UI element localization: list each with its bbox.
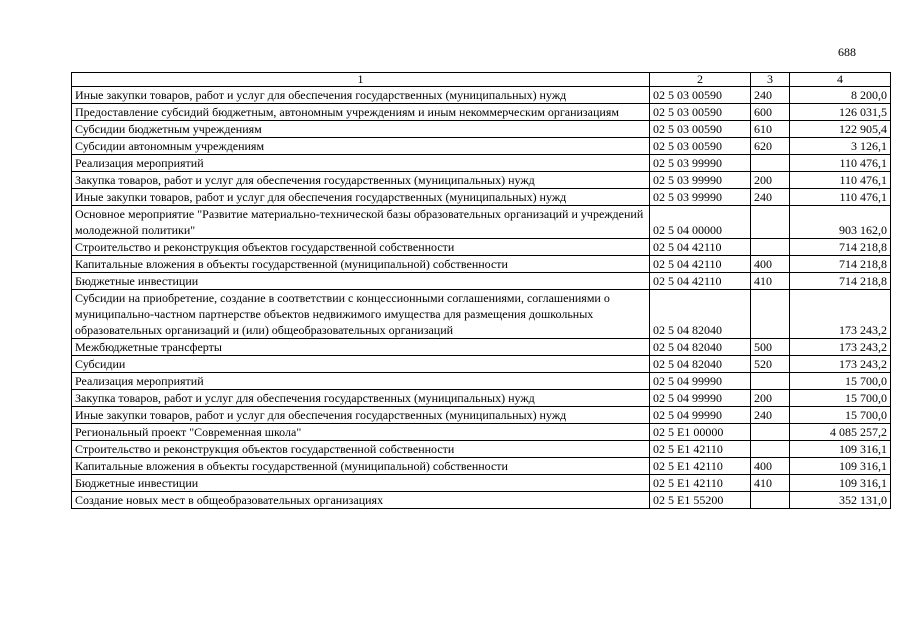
row-code-cell: 02 5 E1 42110 xyxy=(650,475,751,492)
row-type-cell: 410 xyxy=(751,273,790,290)
table-row xyxy=(72,206,891,239)
row-code-cell: 02 5 03 00590 xyxy=(650,104,751,121)
table-row xyxy=(72,356,891,373)
row-amount-cell: 4 085 257,2 xyxy=(790,424,891,441)
row-code-cell: 02 5 03 99990 xyxy=(650,172,751,189)
row-amount-cell: 3 126,1 xyxy=(790,138,891,155)
row-name-cell: Субсидии на приобретение, создание в соответствии с концессионными соглашениями, соглашениями о муниципально-частном партнерстве объектов недвижимого имущества для размещения дошкольных образовательных организаций и (или) общеобразовательных организаций xyxy=(72,290,650,339)
table-row xyxy=(72,407,891,424)
row-name-cell: Субсидии бюджетным учреждениям xyxy=(72,121,650,138)
row-type-cell: 400 xyxy=(751,458,790,475)
row-type-cell: 200 xyxy=(751,390,790,407)
row-code-cell: 02 5 E1 55200 xyxy=(650,492,751,509)
row-type-cell: 410 xyxy=(751,475,790,492)
row-amount-cell: 173 243,2 xyxy=(790,339,891,356)
row-name-cell: Иные закупки товаров, работ и услуг для обеспечения государственных (муниципальных) нужд xyxy=(72,189,650,206)
row-code-cell: 02 5 E1 42110 xyxy=(650,441,751,458)
row-type-cell: 600 xyxy=(751,104,790,121)
row-type-cell xyxy=(751,155,790,172)
row-name-cell: Бюджетные инвестиции xyxy=(72,273,650,290)
column-header-1: 1 xyxy=(72,73,650,87)
row-type-cell: 240 xyxy=(751,189,790,206)
row-code-cell: 02 5 04 82040 xyxy=(650,339,751,356)
row-code-cell: 02 5 03 99990 xyxy=(650,189,751,206)
row-name-cell: Иные закупки товаров, работ и услуг для обеспечения государственных (муниципальных) нужд xyxy=(72,407,650,424)
row-name-cell: Иные закупки товаров, работ и услуг для обеспечения государственных (муниципальных) нужд xyxy=(72,87,650,104)
row-amount-cell: 126 031,5 xyxy=(790,104,891,121)
row-type-cell: 610 xyxy=(751,121,790,138)
row-name-cell: Капитальные вложения в объекты государственной (муниципальной) собственности xyxy=(72,256,650,273)
row-type-cell: 620 xyxy=(751,138,790,155)
row-name-cell: Межбюджетные трансферты xyxy=(72,339,650,356)
row-code-cell: 02 5 03 99990 xyxy=(650,155,751,172)
row-name-cell: Субсидии xyxy=(72,356,650,373)
row-type-cell: 400 xyxy=(751,256,790,273)
budget-table xyxy=(71,72,891,509)
row-amount-cell: 110 476,1 xyxy=(790,189,891,206)
table-row xyxy=(72,290,891,339)
table-row xyxy=(72,87,891,104)
row-name-cell: Основное мероприятие "Развитие материально-технической базы образовательных организаций и учреждений молодежной политики" xyxy=(72,206,650,239)
row-name-cell: Закупка товаров, работ и услуг для обеспечения государственных (муниципальных) нужд xyxy=(72,390,650,407)
column-header-4: 4 xyxy=(790,73,891,87)
table-row xyxy=(72,104,891,121)
row-amount-cell: 352 131,0 xyxy=(790,492,891,509)
row-amount-cell: 714 218,8 xyxy=(790,273,891,290)
table-row xyxy=(72,121,891,138)
page-number: 688 xyxy=(838,45,856,59)
row-type-cell xyxy=(751,492,790,509)
row-type-cell xyxy=(751,239,790,256)
row-name-cell: Региональный проект "Современная школа" xyxy=(72,424,650,441)
table-row xyxy=(72,424,891,441)
row-type-cell xyxy=(751,206,790,239)
table-row xyxy=(72,273,891,290)
column-header-3: 3 xyxy=(751,73,790,87)
row-code-cell: 02 5 03 00590 xyxy=(650,121,751,138)
row-amount-cell: 8 200,0 xyxy=(790,87,891,104)
table-row xyxy=(72,390,891,407)
table-header xyxy=(72,73,891,87)
row-name-cell: Реализация мероприятий xyxy=(72,373,650,390)
row-code-cell: 02 5 04 99990 xyxy=(650,373,751,390)
row-name-cell: Реализация мероприятий xyxy=(72,155,650,172)
row-code-cell: 02 5 04 99990 xyxy=(650,390,751,407)
row-name-cell: Предоставление субсидий бюджетным, автономным учреждениям и иным некоммерческим организациям xyxy=(72,104,650,121)
row-code-cell: 02 5 03 00590 xyxy=(650,87,751,104)
table-row xyxy=(72,239,891,256)
row-type-cell: 240 xyxy=(751,87,790,104)
row-type-cell xyxy=(751,373,790,390)
row-code-cell: 02 5 04 82040 xyxy=(650,356,751,373)
row-amount-cell: 109 316,1 xyxy=(790,441,891,458)
row-code-cell: 02 5 04 00000 xyxy=(650,206,751,239)
row-amount-cell: 15 700,0 xyxy=(790,373,891,390)
row-type-cell: 240 xyxy=(751,407,790,424)
row-amount-cell: 714 218,8 xyxy=(790,239,891,256)
row-type-cell xyxy=(751,290,790,339)
row-code-cell: 02 5 03 00590 xyxy=(650,138,751,155)
row-name-cell: Создание новых мест в общеобразовательных организациях xyxy=(72,492,650,509)
row-amount-cell: 173 243,2 xyxy=(790,290,891,339)
row-amount-cell: 714 218,8 xyxy=(790,256,891,273)
table-row xyxy=(72,155,891,172)
row-name-cell: Капитальные вложения в объекты государственной (муниципальной) собственности xyxy=(72,458,650,475)
table-row xyxy=(72,373,891,390)
row-type-cell: 500 xyxy=(751,339,790,356)
row-name-cell: Субсидии автономным учреждениям xyxy=(72,138,650,155)
row-name-cell: Строительство и реконструкция объектов государственной собственности xyxy=(72,441,650,458)
row-name-cell: Строительство и реконструкция объектов государственной собственности xyxy=(72,239,650,256)
row-amount-cell: 15 700,0 xyxy=(790,390,891,407)
table-row xyxy=(72,492,891,509)
row-code-cell: 02 5 04 42110 xyxy=(650,256,751,273)
row-code-cell: 02 5 04 42110 xyxy=(650,273,751,290)
table-row xyxy=(72,256,891,273)
row-type-cell xyxy=(751,424,790,441)
row-amount-cell: 110 476,1 xyxy=(790,155,891,172)
row-type-cell: 520 xyxy=(751,356,790,373)
table-row xyxy=(72,475,891,492)
table-row xyxy=(72,189,891,206)
row-amount-cell: 109 316,1 xyxy=(790,458,891,475)
row-code-cell: 02 5 E1 00000 xyxy=(650,424,751,441)
table-body xyxy=(72,87,891,509)
row-code-cell: 02 5 04 99990 xyxy=(650,407,751,424)
header-row xyxy=(72,73,891,87)
row-amount-cell: 173 243,2 xyxy=(790,356,891,373)
table-row xyxy=(72,458,891,475)
row-amount-cell: 122 905,4 xyxy=(790,121,891,138)
table-row xyxy=(72,339,891,356)
row-code-cell: 02 5 04 42110 xyxy=(650,239,751,256)
table-row xyxy=(72,172,891,189)
row-amount-cell: 110 476,1 xyxy=(790,172,891,189)
row-amount-cell: 15 700,0 xyxy=(790,407,891,424)
row-name-cell: Закупка товаров, работ и услуг для обеспечения государственных (муниципальных) нужд xyxy=(72,172,650,189)
row-amount-cell: 903 162,0 xyxy=(790,206,891,239)
table-row xyxy=(72,441,891,458)
row-name-cell: Бюджетные инвестиции xyxy=(72,475,650,492)
row-type-cell xyxy=(751,441,790,458)
column-header-2: 2 xyxy=(650,73,751,87)
row-type-cell: 200 xyxy=(751,172,790,189)
row-code-cell: 02 5 E1 42110 xyxy=(650,458,751,475)
table-row xyxy=(72,138,891,155)
row-amount-cell: 109 316,1 xyxy=(790,475,891,492)
row-code-cell: 02 5 04 82040 xyxy=(650,290,751,339)
